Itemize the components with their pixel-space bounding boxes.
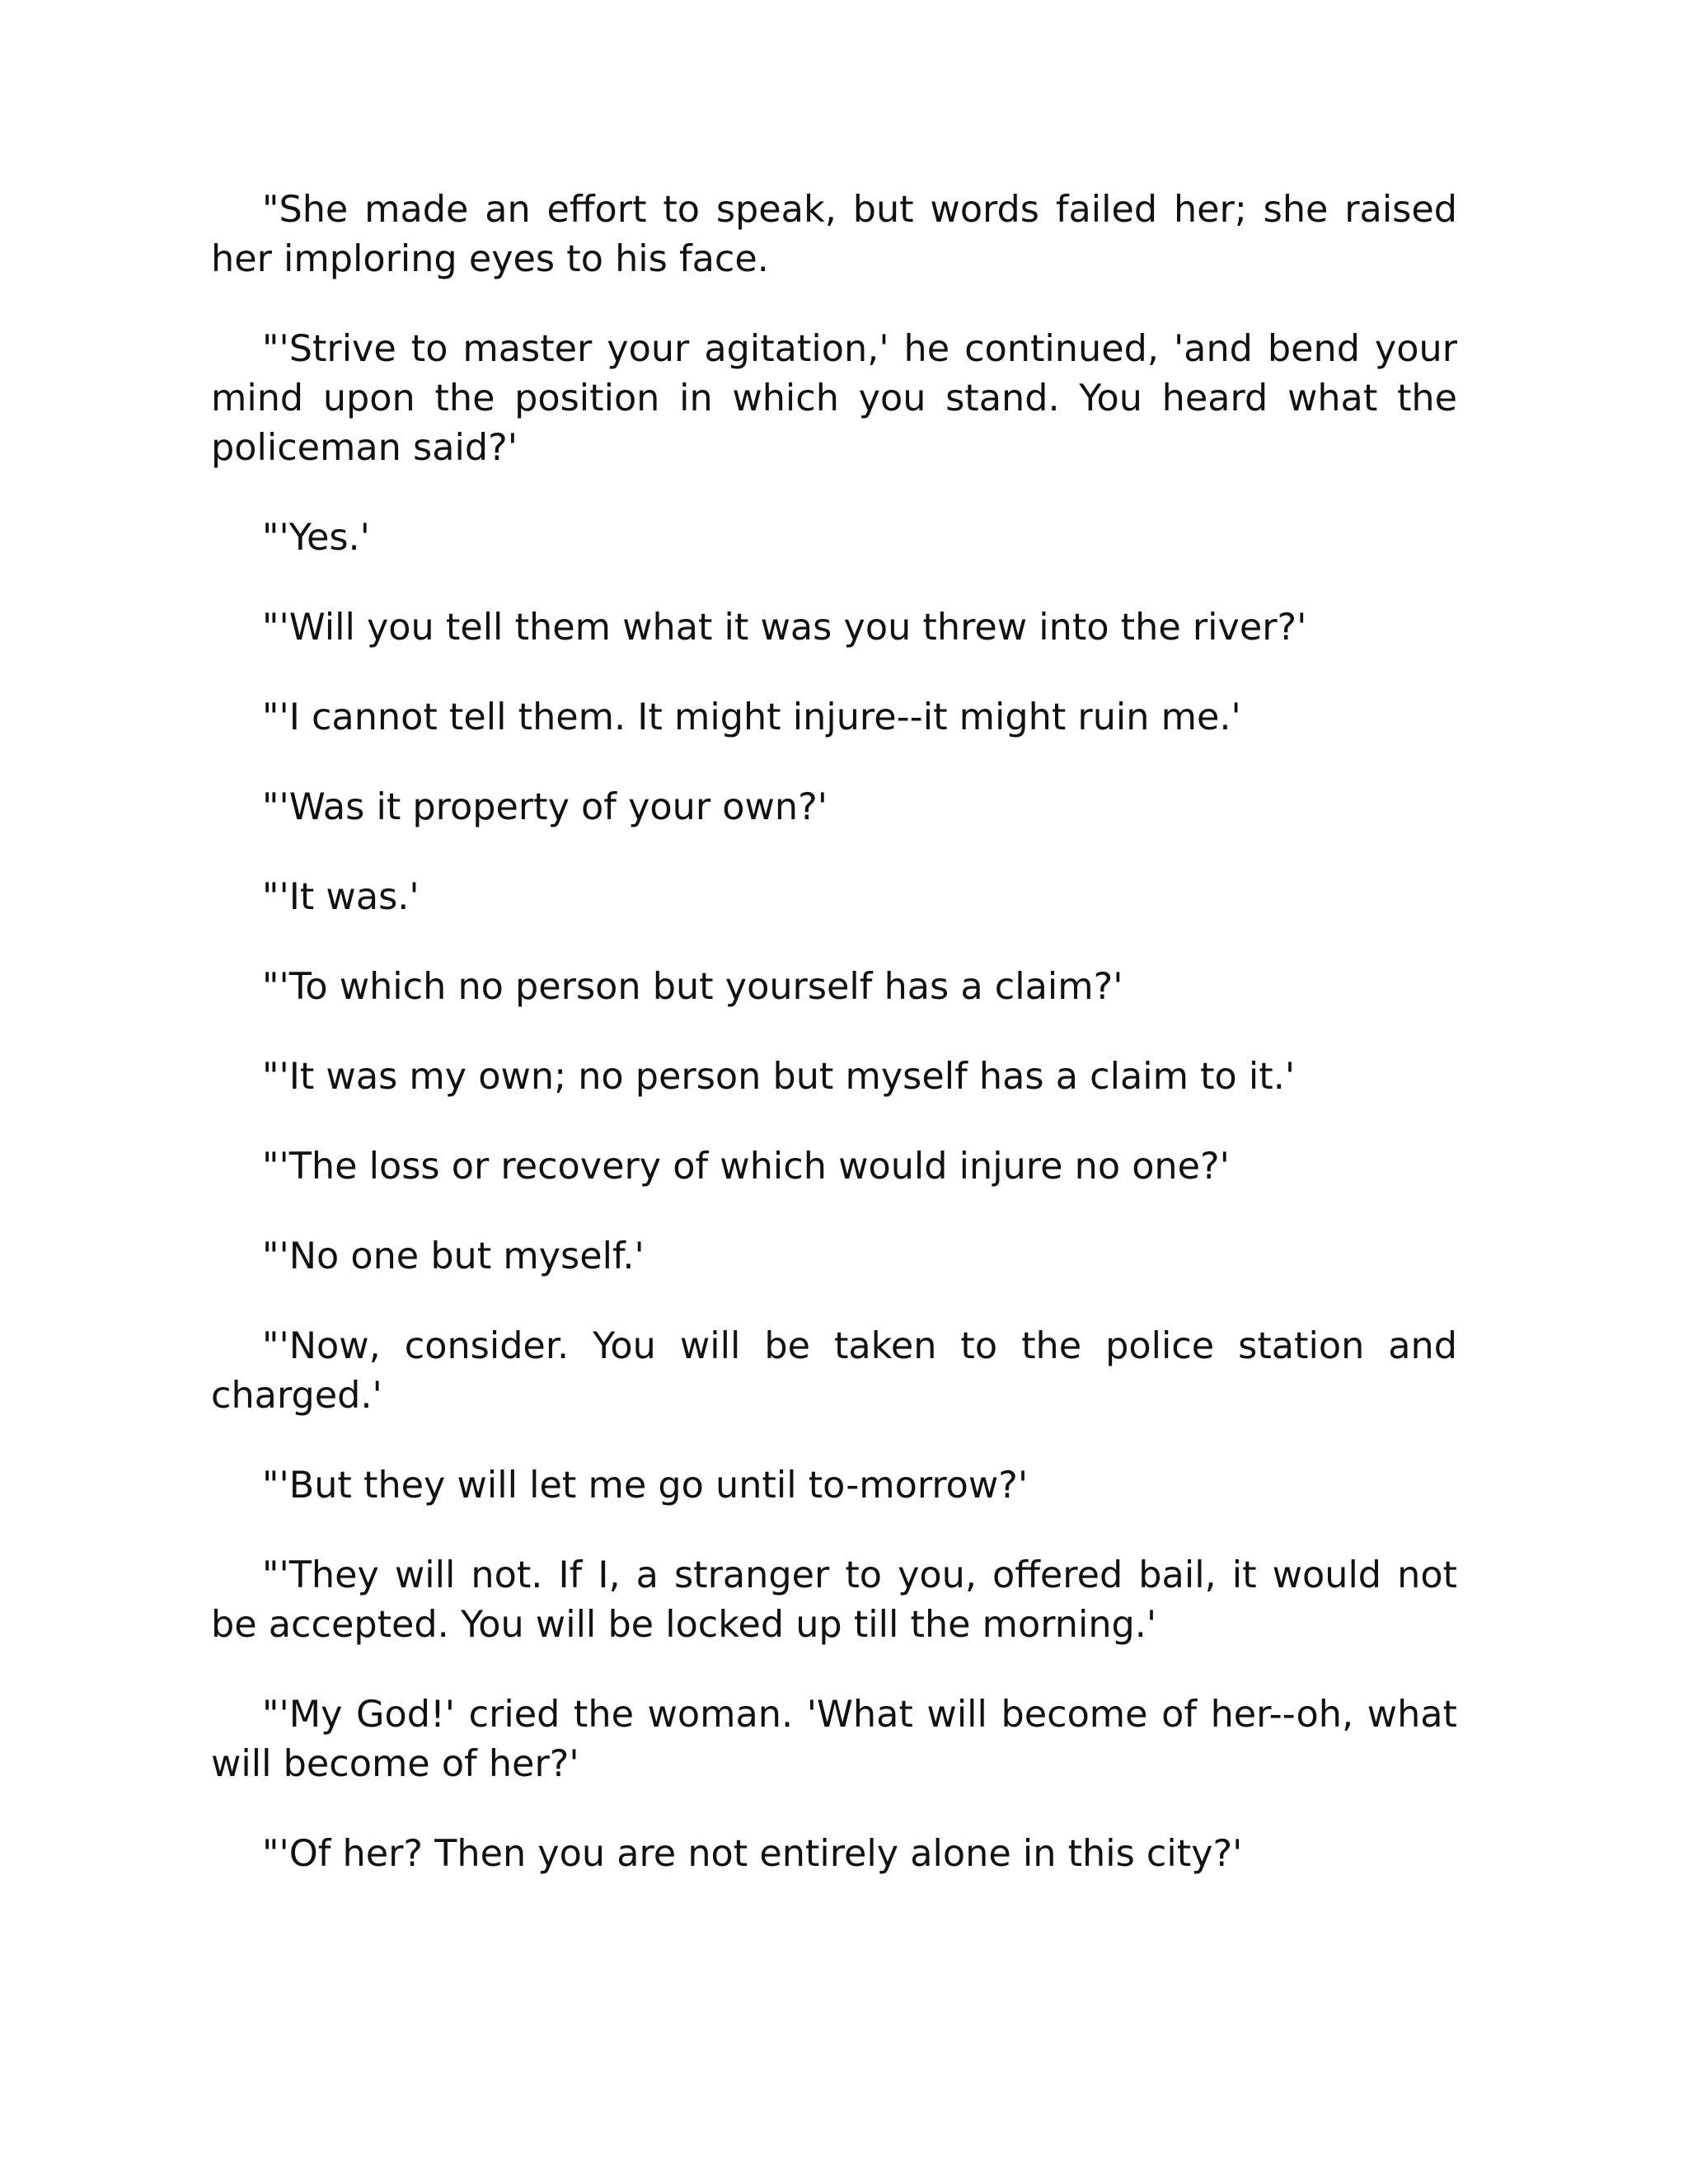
paragraph: "'Of her? Then you are not entirely alone in this city?' <box>262 1833 1243 1875</box>
paragraph: "'To which no person but yourself has a claim?' <box>262 966 1123 1008</box>
paragraph: "'I cannot tell them. It might injure--it might ruin me.' <box>262 696 1241 738</box>
paragraph: "'My God!' cried the woman. 'What will become of her--oh, what will become of her?' <box>211 1694 1457 1785</box>
paragraph: "She made an effort to speak, but words failed her; she raised her imploring eyes to his face. <box>211 189 1457 280</box>
page-text <box>211 185 1457 1919</box>
paragraph: "'No one but myself.' <box>262 1235 645 1277</box>
paragraph: "'It was.' <box>262 876 420 918</box>
paragraph: "'Will you tell them what it was you threw into the river?' <box>262 607 1307 649</box>
paragraph: "'The loss or recovery of which would injure no one?' <box>262 1146 1230 1188</box>
paragraph: "'They will not. If I, a stranger to you, offered bail, it would not be accepted. You will be locked up till the morning.' <box>211 1554 1457 1646</box>
paragraph: "'Yes.' <box>262 517 370 559</box>
paragraph: "'Strive to master your agitation,' he continued, 'and bend your mind upon the position in which you stand. You heard what the policeman said?' <box>211 328 1457 469</box>
paragraph: "'It was my own; no person but myself has a claim to it.' <box>262 1056 1296 1098</box>
paragraph: "'Was it property of your own?' <box>262 786 828 828</box>
paragraph: "'But they will let me go until to-morrow?' <box>262 1465 1029 1507</box>
paragraph: "'Now, consider. You will be taken to the police station and charged.' <box>211 1325 1457 1417</box>
